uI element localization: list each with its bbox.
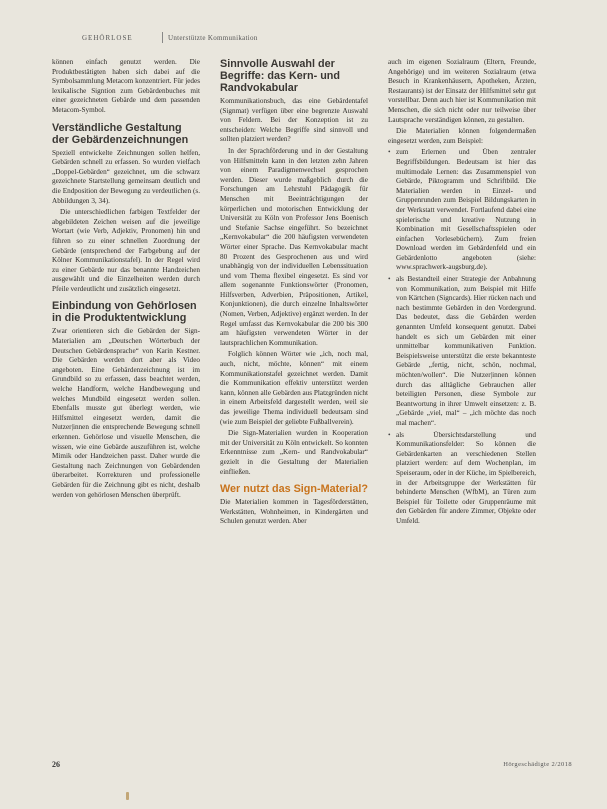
list-item: • als Bestandteil einer Strategie der Anbahnung von Kommunikation, zum Beispiel mit Hilfe von Kärtchen (Signcards). Hier rücken nach und nach bestimmte Gebärden in den Vordergrund. Das bedeutet, dass die Gebärden werden genannten Umfeld konsequent genutzt. Dabei handelt es sich um Gebärden mit einer unmittelbar kommunikativen Funktion. Beispielsweise unterstützt die erste bekannteste Gebärde „fertig, nicht, schön, nochmal, möchten/wollen“. Die Nutzer|innen können durch das alltägliche Gebrauchen aller beteiligten Personen, diese Symbole zur Beantwortung in ihrer Umwelt einsetzen: z. B. „Gebärde „viel, mal“ – „ich möchte das noch mal machen“. (388, 275, 536, 429)
section-heading: Verständliche Gestaltung der Gebärdenzeichnungen (52, 121, 189, 146)
page-footer (52, 760, 572, 774)
scan-smudge (126, 792, 129, 800)
running-head (82, 30, 562, 46)
header-divider (162, 32, 163, 43)
paragraph: Die Materialien können folgendermaßen eingesetzt werden, zum Beispiel: (388, 127, 536, 145)
journal-name: Hörgeschädigte 2/2018 (503, 761, 572, 768)
section-heading: Sinnvolle Auswahl der Begriffe: das Kern- und Randvokabular (220, 58, 340, 94)
paragraph: In der Sprachförderung und in der Gestaltung von Hilfsmitteln kann in den letzten zehn Jahren von einem Paradigmenwechsel gesprochen werden. Dieser wurde maßgeblich durch die Forschungen am Lehrstuhl Pädagogik für Menschen mit Beeinträchtigungen der körperlichen und motorischen Entwicklung der Universität zu Köln von Professor Jens Boenisch und Stefanie Sachse eingeführt. So bezeichnet „Kernvokabular“ die 200 häufigsten verwendeten Wörter einer Sprache. Das Kernvokabular macht 80 Prozent des Gesprochenen aus und wird unabhängig von der individuellen Lebenssituation und vom Thema flexibel eingesetzt. Es sind vor allem sogenannte Funktionswörter (Pronomen, Hilfsverben, Adverbien, Präpositionen, Artikel, Konjunktionen), die durch einzelne Inhaltswörter (Nomen, Verben, Adjektive) ergänzt werden. In der Regel umfasst das Kernvokabular die 200 bis 300 am häufigsten verwendeten Wörter in der lautsprachlichen Kommunikation. (220, 146, 368, 347)
list-item: • zum Erlernen und Üben zentraler Begriffsbildungen. Bedeutsam ist hier das multimodale Lernen: das Zusammenspiel von Gebärde, Piktogramm und Schriftbild. Die Materialien werden in Einzel- und Gruppenrunden zum Beispiel Bildungskarten in der Werkstatt verwendet. Fortlaufend dabei eine spielerische und kreative Nutzung in Kombination mit Gesellschaftsspielen oder einfachen Vorlesebüchern). Zum freien Download werden im Gebärdenfeld und ein Gebärdenlotto angeboten (siehe: www.sprachwerk-augsburg.de). (388, 148, 536, 273)
paragraph: Speziell entwickelte Zeichnungen sollen helfen, Gebärden schnell zu erfassen. So wurden vielfach „Doppel-Gebärden“ gezeichnet, um die schwarz gezeichnete Startstellung gemeinsam deutlich und die Endposition der Bewegung zu verdeutlichen (s. Abbildungen 3, 34). (52, 148, 200, 205)
paragraph: Die Sign-Materialien wurden in Kooperation mit der Universität zu Köln entwickelt. So konnten Erkenntnisse zum „Kern- und Randvokabular“ gezielt in die Gestaltung der Materialien einfließen. (220, 429, 368, 476)
list-item: • als Übersichtsdarstellung und Kommunikationsfelder: So können die Gebärdenkarten an verschiedenen Stellen platziert werden: auf dem Wochenplan, im Speiseraum, oder in der Küche, im Spielbereich, in der Arbeitsgruppe der Werkstätten für behinderte Menschen (WfbM), an Türen zum Beispiel für Toilette oder Gruppenräume mit den Gebärden für andere Zimmer, Objekte oder Umfeld. (388, 431, 536, 527)
usage-list (388, 148, 536, 526)
section-label: GEHÖRLOSE (82, 34, 133, 42)
paragraph: auch im eigenen Sozialraum (Eltern, Freunde, Angehörige) und im weiteren Sozialraum (etwa Besuch in Krankenhäusern, Apotheken, Ärzten, Restaurants) ist der Einsatz der Hilfsmittel sehr gut vorstellbar. Denn auch hier ist Kommunikation mit Menschen, die sich nicht oder nur teilweise über Lautsprache verständigen können, zu gestalten. (388, 58, 536, 124)
paragraph: Die unterschiedlichen farbigen Textfelder der abgebildeten Zeichen weisen auf die jeweilige Wortart (wie Verb, Adjektiv, Pronomen) hin und führen so zu einer schnellen Zuordnung der Gebärde (entsprechend der Farbgebung auf der Kölner Kommunikationstafel). In der Regel wird zu einer Gebärde nur das benannte Handzeichen ausgewählt und die Einzelheiten werden durch Pfeile verdeutlicht und zusätzlich eingesetzt. (52, 208, 200, 293)
paragraph: Die Materialien kommen in Tagesförderstätten, Werkstätten, Wohnheimen, in Kindergärten und Schulen genutzt werden. Aber (220, 498, 368, 526)
section-heading-accent: Wer nutzt das Sign-Material? (220, 483, 368, 496)
column-right (388, 58, 536, 529)
paragraph: können einfach genutzt werden. Die Produktbestätigten haben sich dabei auf die Symbolsammlung Metacom konzentriert. Für jedes lexikalische Signtion zum Gebärdenbuches mit einer gezeichneten Gebärde und dem passenden Metacom-Symbol. (52, 58, 200, 114)
paragraph: Kommunikationsbuch, das eine Gebärdentafel (Signmat) verfügen über eine begrenzte Auswahl von Feldern. Bei der Konzeption ist zu entscheiden: Welche Begriffe sind sinnvoll und sollten platziert werden? (220, 97, 368, 144)
paragraph: Folglich können Wörter wie „ich, noch mal, auch, nicht, möchte, können“ mit einem Kommunikationstafel gezeichnet werden. Damit die Kommunikation effektiv unterstützt werden kann, können alle Gebärden aus Platzgründen nicht in einem Arbeitsfeld dargestellt werden, weil sie das jeweilige Thema individuell bedeutsam sind (wie zum Beispiel der geliebte Fußballverein). (220, 350, 368, 426)
column-middle (220, 58, 368, 529)
page-number: 26 (52, 760, 60, 769)
paragraph: Zwar orientieren sich die Gebärden der Sign-Materialien am „Deutschen Wörterbuch der Deutschen Gebärdensprache“ von Karin Kestner. Die Gebärden werden dort aber als Video angeboten. Eine Gebärdenzeichnung ist im Grundbild so zu erfassen, dass beachtet werden, welche Handform, welche Handbewegung und welches Mundbild eingesetzt werden sollen. Ebenfalls musste gut überlegt werden, wie Hilfsmittel eingesetzt werden, damit die Nutzer|innen die entsprechende Bewegung schnell erkennen. Gehörlose und visuelle Menschen, die wissen, wie eine Gebärde auszuführen ist, welche Mimik oder Handzeichen passt. Daher wurde die Gestaltung nach Zeichnungen von Gebärdenden überarbeitet. Korrekturen und professionelle Gebärden für die Zeichnung gibt es nicht, deshalb werden von gehörlosen Menschen überprüft. (52, 327, 200, 499)
column-left (52, 58, 200, 502)
section-heading: Einbindung von Gehörlosen in die Produktentwicklung (52, 300, 197, 325)
topic-label: Unterstützte Kommunikation (168, 34, 258, 42)
